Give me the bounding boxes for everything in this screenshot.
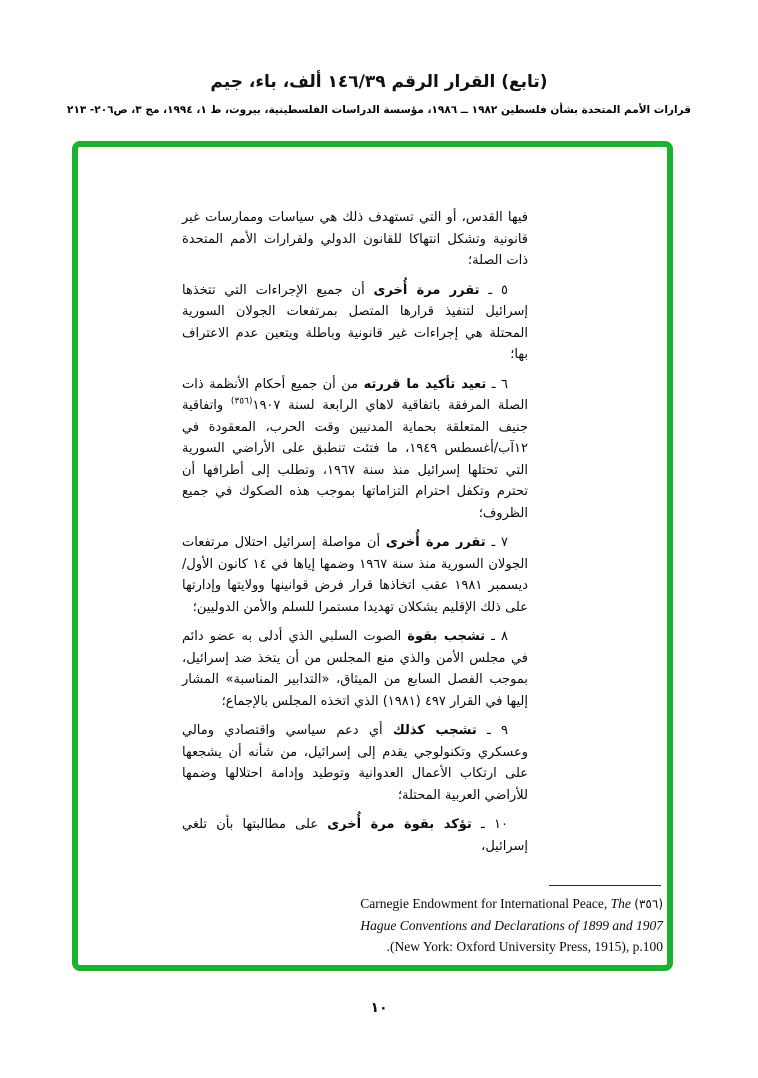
text-segment: ٩ ـ — [476, 723, 509, 738]
text-segment: The Hague Conventions and Declarations of 1899 and 1907 — [360, 896, 663, 933]
text-segment: تشجب بقوة — [407, 629, 486, 644]
footnote-marker: (٣٥٦) — [634, 897, 663, 911]
text-segment: تقرر مرة أُخرى — [373, 282, 480, 298]
header-source-line: قرارات الأمم المتحدة بشأن فلسطين ١٩٨٢ ــ ١٩٨٦، مؤسسة الدراسات الفلسطينية، بيروت، ط ١، ١٩٩٤، مج ٣، ص٢٠٦- ٢١٣ — [67, 104, 691, 116]
text-segment: من أن جميع أحكام الأنظمة ذات الصلة المرفقة باتفاقية لاهاي الرابعة لسنة ١٩٠٧ — [182, 376, 528, 413]
text-segment: ٥ ـ — [479, 282, 509, 298]
text-segment: على مطالبتها بأن تلغي إسرائيل، — [182, 817, 528, 854]
body-paragraph — [182, 207, 528, 272]
text-segment: (New York: Oxford University Press, 1915), p.100. — [386, 939, 663, 954]
text-segment: أن جميع الإجراءات التي تتخذها إسرائيل لتنفيذ قرارها المتصل بمرتفعات الجولان السورية المحتلة هي إجراءات غير قانونية وباطلة ويتعين عدم الاعتراف بها؛ — [182, 282, 528, 362]
text-segment: ٧ ـ — [485, 535, 508, 550]
text-segment: تؤكد بقوة مرة أُخرى — [327, 817, 472, 832]
footnote-text — [360, 896, 663, 954]
text-segment: Carnegie Endowment for International Peace, — [360, 896, 611, 911]
text-segment: أي دعم سياسي واقتصادي ومالي وعسكري وتكنولوجي يقدم إلى إسرائيل، من شأنه أن يشجعها على ارتكاب الأعمال العدوانية وتوطيد وإدامة احتلالها وضمها للأراضي العربية المحتلة؛ — [182, 723, 528, 803]
body-paragraph — [182, 280, 528, 366]
text-segment: ٨ ـ — [485, 629, 508, 644]
body-paragraph — [182, 532, 528, 618]
body-text-column — [182, 207, 528, 865]
footnote-separator-rule — [549, 885, 661, 886]
header-title: (تابع) القرار الرقم ١٤٦/٣٩ ألف، باء، جيم — [210, 72, 548, 92]
body-paragraph — [182, 814, 528, 857]
text-segment: تقرر مرة أُخرى — [385, 535, 486, 550]
footnote — [331, 893, 663, 957]
body-paragraph — [182, 374, 528, 525]
text-segment: ١٠ ـ — [471, 817, 508, 832]
text-segment: ٦ ـ — [486, 376, 509, 392]
text-segment: الصوت السلبي الذي أدلى به عضو دائم في مجلس الأمن والذي منع المجلس من أن يتخذ ضد إسرائيل، بموجب الفصل السابع من الميثاق، «التدابير المناسبة» المشار إليها في القرار ٤٩٧ (١٩٨١) الذي اتخذه المجلس بالإجماع؛ — [182, 629, 528, 709]
text-segment: تشجب كذلك — [392, 723, 477, 738]
body-paragraph — [182, 626, 528, 712]
body-paragraph — [182, 720, 528, 806]
text-segment: تعيد تأكيد ما قررته — [363, 376, 487, 392]
text-segment: واتفاقية جنيف المتعلقة بحماية المدنيين وقت الحرب، المعقودة في ١٢آب/أغسطس ١٩٤٩، ما فتئت تنطبق على الأراضي السورية التي تحتلها إسرائيل منذ سنة ١٩٦٧، وتطلب إلى أطرافها أن تحترم وتكفل احترام التزاماتها بموجب هذه الصكوك في جميع الظروف؛ — [182, 398, 529, 521]
text-segment: أن مواصلة إسرائيل احتلال مرتفعات الجولان السورية منذ سنة ١٩٦٧ وضمها إياها في ١٤ كانون الأول/ديسمبر ١٩٨١ عقب اتخاذها قرار فرض قوانينها وولايتها وإدارتها على ذلك الإقليم يشكلان تهديدا مستمرا للسلم والأمن الدوليين؛ — [182, 535, 529, 615]
text-segment: فيها القدس، أو التي تستهدف ذلك هي سياسات وممارسات غير قانونية وتشكل انتهاكا للقانون الدولي ولقرارات الأمم المتحدة ذات الصلة؛ — [182, 210, 528, 268]
text-segment: (٣٥٦) — [230, 396, 253, 407]
page-number: ١٠ — [370, 1000, 388, 1016]
